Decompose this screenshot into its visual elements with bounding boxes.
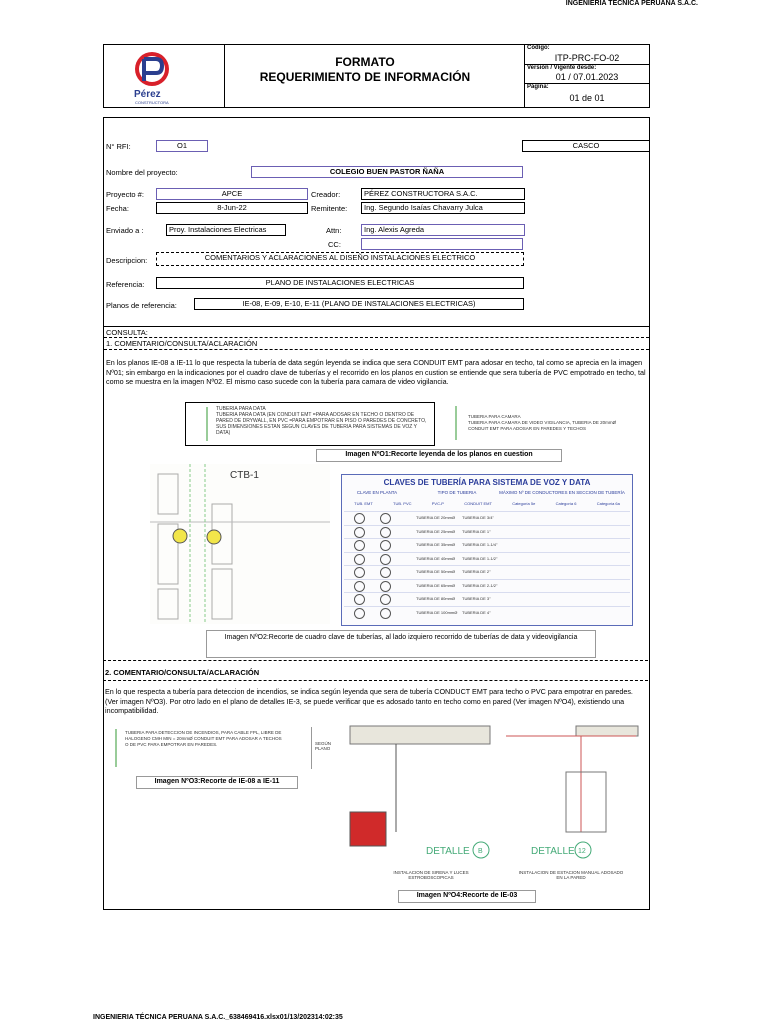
- c1-text: En los planos IE-08 a IE-11 lo que respecta la tubería de data según leyenda se indica que sera CONDUIT EMT para adosar en techo, tal como se aprecia en la imagen Nº01; sin embargo en la indicaciones por el cuadro clave de tuberías y el recorrido en los planos en custion se entiende que sera tubería de PVC empotrado en techo, tal como se muestra en la imagen Nº02. El mismo caso sucede con la tubería para camara de video vigilancia.: [106, 358, 646, 386]
- table-header-max: MÁXIMO Nº DE CONDUCTORES EN SECCION DE TUBERÍA: [499, 490, 625, 495]
- table-key-icon: [380, 540, 391, 551]
- image-3-side: SEGÚN PLANO: [315, 741, 332, 751]
- table-sub: PVC-P: [431, 501, 444, 506]
- remitente-label: Remitente:: [311, 204, 348, 213]
- caption-image-2: Imagen NºO2:Recorte de cuadro clave de tuberías, al lado izquiero recorrido de tuberías de data y videovigilancia: [206, 630, 596, 658]
- image-1-legend-data: [185, 402, 435, 446]
- table-header-clave: CLAVE EN PLANTA: [356, 490, 398, 495]
- table-cell-emt: TUBERIA DE 1-1/2": [462, 555, 498, 561]
- referencia-label: Referencia:: [106, 280, 145, 289]
- attn-label: Attn:: [326, 226, 342, 235]
- detalle-12-number: 12: [578, 848, 586, 855]
- creador-label: Creador:: [311, 190, 341, 199]
- table-sub: Categoría 6: [555, 501, 577, 506]
- table-key-icon: [354, 554, 365, 565]
- table-row: [344, 606, 630, 620]
- rfi-number: O1: [156, 140, 208, 152]
- descripcion-value: COMENTARIOS Y ACLARACIONES AL DISEÑO INSTALACIONES ELECTRICO: [156, 252, 524, 266]
- table-sub: Categoría 5e: [512, 501, 536, 506]
- image-1-text: TUBERIA PARA DATA TUBERIA PARA DATA (EN CONDUIT EMT =PARA ADOSAR EN TECHO O DENTRO DE PARED DE DRYWALL, EN PVC =PARA EMPOTRAR EN PISO O PAREDES DE CONCRETO, SUS DIMENSIONES ESTAN SEGUN CLAVES DE TUBERIA PARA SISTEMAS DE VOZ Y DATA): [216, 406, 427, 436]
- fecha-label: Fecha:: [106, 204, 129, 213]
- planos-value: IE-08, E-09, E-10, E-11 (PLANO DE INSTALACIONES ELECTRICAS): [194, 298, 524, 310]
- image-1b-text: TUBERIA PARA CAMARA TUBERIA PARA CAMARA DE VIDEO VIGILANCIA, TUBERIA DE 20mmØ CONDUIT EMT PARA ADOSAR EN PAREDES Y TECHOS: [468, 414, 617, 431]
- table-header-tipo: TIPO DE TUBERIA: [437, 490, 477, 495]
- table-cell-pvc: TUBERIA DE 65mmØ: [416, 582, 456, 588]
- table-key-icon: [380, 527, 391, 538]
- table-sub: CONDUIT EMT: [464, 501, 492, 506]
- detalle-b-number: B: [478, 848, 483, 855]
- document-header: [103, 44, 650, 108]
- c2-title: 2. COMENTARIO/CONSULTA/ACLARACIÓN: [105, 668, 260, 677]
- table-key-icon: [354, 527, 365, 538]
- image-1-legend-camera: [440, 402, 630, 444]
- image-3-legend: [105, 725, 345, 771]
- fecha-value: 8-Jun-22: [156, 202, 308, 214]
- enviado-value: Proy. Instalaciones Electricas: [166, 224, 286, 236]
- table-key-icon: [380, 594, 391, 605]
- table-row: [344, 592, 630, 606]
- table-cell-pvc: TUBERIA DE 25mmØ: [416, 528, 456, 534]
- table-row: [344, 511, 630, 525]
- rfi-label: N° RFI:: [106, 142, 131, 151]
- table-key-icon: [380, 567, 391, 578]
- document-title: [225, 55, 505, 85]
- planos-label: Planos de referencia:: [106, 301, 177, 310]
- project-name-value: COLEGIO BUEN PASTOR ÑAÑA: [251, 166, 523, 178]
- table-cell-pvc: TUBERIA DE 50mmØ: [416, 569, 456, 574]
- title-line-1: FORMATO: [335, 55, 395, 69]
- table-title: CLAVES DE TUBERÍA PARA SISTEMA DE VOZ Y DATA: [383, 478, 591, 487]
- cc-label: CC:: [328, 240, 341, 249]
- file-footer: INGENIERIA TÉCNICA PERUANA S.A.C._638469416.xlsx01/13/202314:02:35: [93, 1014, 343, 1021]
- company-name-top: INGENIERIA TÉCNICA PERUANA S.A.C.: [565, 0, 698, 7]
- image-4-detail-drawing: [346, 722, 642, 888]
- table-row: [344, 525, 630, 539]
- table-row: [344, 538, 630, 552]
- table-key-icon: [354, 594, 365, 605]
- creador-value: PÉREZ CONSTRUCTORA S.A.C.: [361, 188, 525, 200]
- codigo-label: Código:: [527, 45, 550, 51]
- table-key-icon: [354, 540, 365, 551]
- project-number-label: Proyecto #:: [106, 190, 144, 199]
- descripcion-label: Descripcion:: [106, 256, 148, 265]
- cc-value: [361, 238, 523, 250]
- table-cell-pvc: TUBERIA DE 80mmØ: [416, 596, 456, 601]
- logo-subtext: CONSTRUCTORA: [135, 100, 169, 105]
- detalle-12-label: DETALLE: [531, 846, 575, 857]
- pagina-label: Página:: [527, 84, 549, 90]
- table-key-icon: [354, 513, 365, 524]
- table-key-icon: [380, 513, 391, 524]
- table-cell-pvc: TUBERIA DE 40mmØ: [416, 555, 456, 561]
- table-key-icon: [380, 581, 391, 592]
- ctb-label: CTB-1: [230, 470, 259, 481]
- table-key-icon: [380, 554, 391, 565]
- detalle-12-desc: INSTALACION DE ESTACION MANUAL ADOSADO EN LA PARED: [518, 870, 624, 880]
- table-key-icon: [380, 608, 391, 619]
- remitente-value: Ing. Segundo Isaías Chavarry Julca: [361, 202, 525, 214]
- caption-image-3: Imagen NºO3:Recorte de IE-08 a IE-11: [136, 776, 298, 789]
- table-row: [344, 565, 630, 579]
- enviado-label: Enviado a :: [106, 226, 144, 235]
- image-2-conduit-table: [341, 474, 633, 626]
- version-label: Versión / Vigente desde:: [527, 65, 597, 71]
- table-cell-emt: TUBERIA DE 3": [462, 596, 491, 601]
- table-key-icon: [354, 581, 365, 592]
- table-cell-pvc: TUBERIA DE 20mmØ: [416, 515, 456, 520]
- table-subheaders: [344, 501, 630, 506]
- referencia-value: PLANO DE INSTALACIONES ELECTRICAS: [156, 277, 524, 289]
- table-cell-pvc: TUBERIA DE 35mmØ: [416, 542, 456, 547]
- version-value: 01 / 07.01.2023: [555, 72, 619, 82]
- c2-text: En lo que respecta a tubería para deteccion de incendios, se indica según leyenda que sera de tubería CONDUCT EMT para techo o PVC para empotrar en paredes. (Ver imagen NºO3). Por otro lado en el plano de detalles IE-3, se puede verificar que es adosado tanto en techo como en pared (Ver imagen NºO4), existiendo una incompatibilidad.: [105, 687, 633, 715]
- caption-image-4: Imagen NºO4:Recorte de IE-03: [398, 890, 536, 903]
- table-cell-emt: TUBERIA DE 2": [462, 569, 491, 574]
- project-number-value: APCE: [156, 188, 308, 200]
- caption-image-1: Imagen NºO1:Recorte leyenda de los planos en cuestion: [316, 449, 562, 462]
- table-cell-pvc: TUBERIA DE 100mmØ: [416, 609, 458, 615]
- table-rows: [344, 511, 630, 619]
- attn-value: Ing. Alexis Agreda: [361, 224, 525, 236]
- table-cell-emt: TUBERIA DE 2-1/2": [462, 582, 498, 588]
- image-3-text: TUBERIA PARA DETECCION DE INCENDIOS, PARA CABLE FPL, LIBRE DE HALOGENO CMH MIN = 20mmØ CONDUIT EMT PARA ADOSAR A TECHOS O DE PVC PARA EMPOTRAR EN PAREDES.: [125, 730, 282, 747]
- casco-label: CASCO: [522, 140, 650, 152]
- table-key-icon: [354, 567, 365, 578]
- image-2-plan-drawing: [150, 464, 330, 624]
- table-key-icon: [354, 608, 365, 619]
- project-name-label: Nombre del proyecto:: [106, 168, 178, 177]
- document-meta: [524, 45, 650, 107]
- table-sub: TUB. PVC: [393, 501, 412, 506]
- detalle-b-desc: INSTALACION DE SIRENA Y LUCES ESTROBOSCOPICAS: [393, 870, 469, 880]
- pagina-value: 01 de 01: [569, 93, 605, 103]
- detalle-b-label: DETALLE: [426, 846, 470, 857]
- consulta-heading: CONSULTA:: [106, 328, 148, 337]
- table-row: [344, 579, 630, 593]
- table-cell-emt: TUBERIA DE 1-1/4": [462, 542, 498, 547]
- table-row: [344, 552, 630, 566]
- table-sub: Categoría 6a: [596, 501, 620, 506]
- table-sub: TUB. EMT: [354, 501, 373, 506]
- logo-text: Pérez: [134, 89, 161, 100]
- table-cell-emt: TUBERIA DE 4": [462, 609, 491, 615]
- codigo-value: ITP-PRC-FO-02: [554, 53, 620, 63]
- title-line-2: REQUERIMIENTO DE INFORMACIÓN: [259, 70, 471, 84]
- c1-title: 1. COMENTARIO/CONSULTA/ACLARACIÓN: [106, 339, 258, 348]
- company-logo: [104, 45, 225, 107]
- table-cell-emt: TUBERIA DE 3/4": [462, 515, 494, 520]
- table-cell-emt: TUBERIA DE 1": [462, 528, 491, 534]
- logo-icon: [104, 45, 224, 107]
